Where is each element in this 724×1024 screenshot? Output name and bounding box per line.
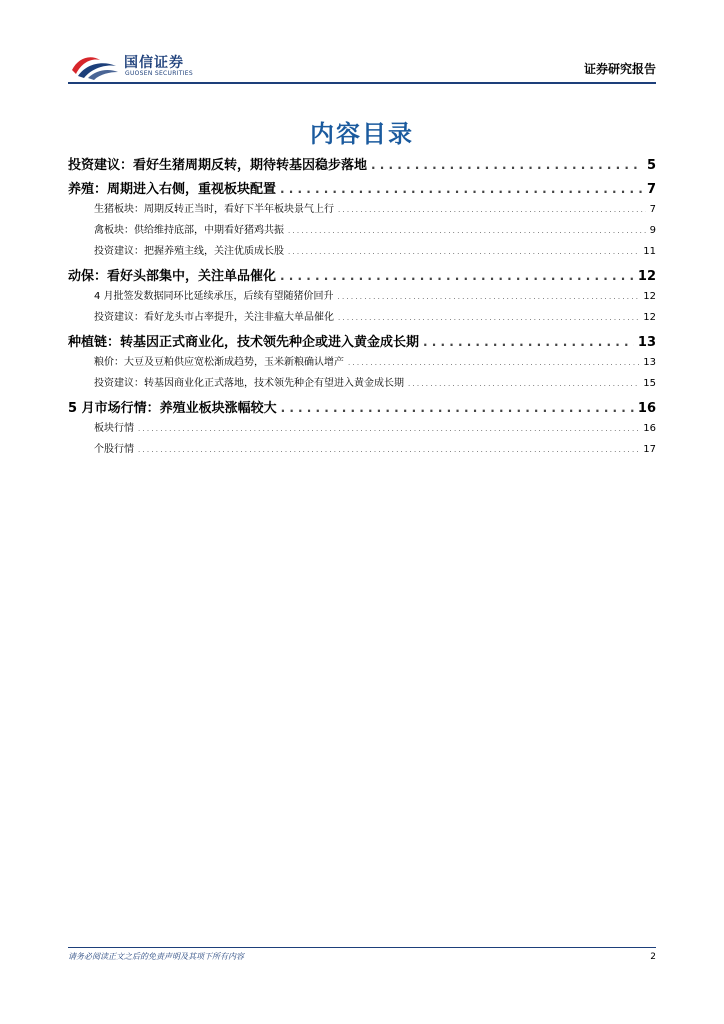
toc-entry-subsection[interactable] — [68, 221, 656, 242]
toc-entry-title: 个股行情 — [94, 444, 134, 455]
toc-entry-section[interactable] — [68, 331, 656, 353]
toc-dot-leader — [338, 314, 639, 322]
toc-entry-page: 13 — [637, 335, 656, 350]
toc-entry-subsection[interactable] — [68, 419, 656, 440]
toc-entry-title: 投资建议：转基因商业化正式落地，技术领先种企有望进入黄金成长期 — [94, 378, 404, 389]
toc-entry-page: 9 — [649, 225, 656, 236]
toc-entry-subsection[interactable] — [68, 308, 656, 329]
toc-entry-subsection[interactable] — [68, 287, 656, 308]
toc-entry-subsection[interactable] — [68, 242, 656, 263]
toc-dot-leader — [280, 269, 634, 283]
toc-entry-page: 11 — [643, 246, 656, 257]
toc-entry-title: 投资建议：看好龙头市占率提升，关注非瘟大单品催化 — [94, 312, 334, 323]
toc-dot-leader — [408, 380, 639, 388]
toc-entry-page: 12 — [643, 291, 656, 302]
report-type-label: 证券研究报告 — [583, 62, 656, 76]
footer-divider — [68, 947, 656, 948]
toc-entry-subsection[interactable] — [68, 440, 656, 461]
toc-dot-leader — [138, 446, 639, 454]
logo-name-en: GUOSEN SECURITIES — [125, 70, 194, 77]
toc-entry-page: 13 — [643, 357, 656, 368]
toc-entry-title: 养殖：周期进入右侧，重视板块配置 — [68, 182, 277, 197]
guosen-logo-icon — [68, 50, 120, 80]
toc-entry-page: 5 — [646, 158, 656, 173]
toc-entry-page: 7 — [646, 182, 656, 197]
toc-entry-page: 7 — [649, 204, 656, 215]
toc-entry-subsection[interactable] — [68, 353, 656, 374]
footer-disclaimer: 请务必阅读正文之后的免责声明及其项下所有内容 — [68, 952, 244, 961]
guosen-logo — [68, 48, 208, 84]
toc-entry-title: 投资建议：把握养殖主线，关注优质成长股 — [94, 246, 284, 257]
page-number: 2 — [650, 952, 656, 962]
toc-entry-page: 16 — [637, 401, 656, 416]
toc-dot-leader — [288, 248, 639, 256]
toc-entry-title: 生猪板块：周期反转正当时，看好下半年板块景气上行 — [94, 204, 334, 215]
toc-entry-section[interactable] — [68, 154, 656, 176]
toc-dot-leader — [288, 227, 646, 235]
toc-entry-title: 投资建议：看好生猪周期反转，期待转基因稳步落地 — [68, 158, 368, 173]
toc-entry-subsection[interactable] — [68, 200, 656, 221]
toc-entry-page: 12 — [637, 269, 656, 284]
page-header — [68, 48, 656, 84]
toc-entry-title: 种植链：转基因正式商业化，技术领先种企或进入黄金成长期 — [68, 335, 420, 350]
toc-entry-subsection[interactable] — [68, 374, 656, 395]
toc-dot-leader — [338, 206, 646, 214]
toc-dot-leader — [281, 401, 634, 415]
toc-entry-title: 4 月批签发数据同环比延续承压，后续有望随猪价回升 — [94, 291, 334, 302]
table-of-contents — [68, 152, 656, 461]
header-divider — [68, 82, 656, 84]
toc-entry-page: 12 — [643, 312, 656, 323]
toc-dot-leader — [423, 335, 634, 349]
toc-entry-title: 动保：看好头部集中，关注单品催化 — [68, 269, 277, 284]
toc-entry-title: 板块行情 — [94, 423, 134, 434]
toc-dot-leader — [280, 182, 643, 196]
toc-dot-leader — [338, 293, 640, 301]
toc-dot-leader — [348, 359, 639, 367]
toc-dot-leader — [138, 425, 639, 433]
toc-entry-title: 禽板块：供给维持底部，中期看好猪鸡共振 — [94, 225, 284, 236]
toc-title: 内容目录 — [310, 120, 414, 148]
toc-entry-title: 粮价：大豆及豆粕供应宽松渐成趋势，玉米新粮确认增产 — [94, 357, 344, 368]
toc-entry-section[interactable] — [68, 265, 656, 287]
toc-entry-title: 5 月市场行情：养殖业板块涨幅较大 — [68, 401, 277, 416]
toc-entry-page: 15 — [643, 378, 656, 389]
toc-entry-section[interactable] — [68, 178, 656, 200]
logo-name-cn: 国信证券 — [124, 55, 184, 71]
toc-entry-section[interactable] — [68, 397, 656, 419]
toc-dot-leader — [371, 158, 643, 172]
toc-entry-page: 17 — [643, 444, 656, 455]
toc-entry-page: 16 — [643, 423, 656, 434]
